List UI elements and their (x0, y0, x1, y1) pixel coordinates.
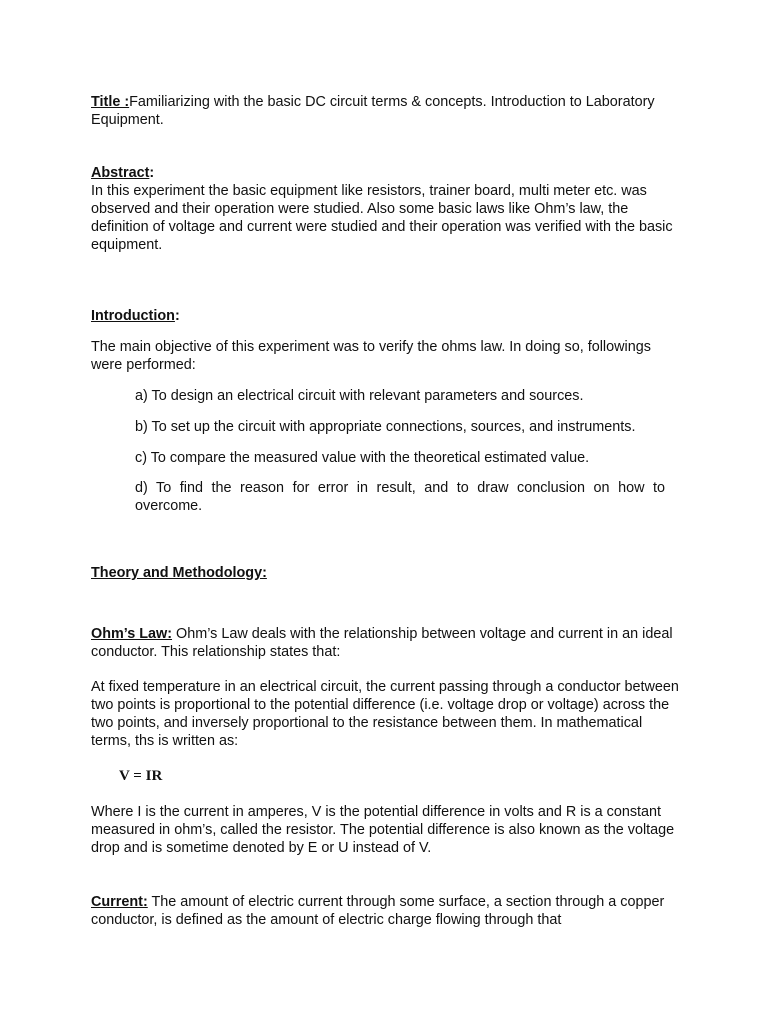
theory-heading-line (91, 564, 681, 582)
introduction-body: The main objective of this experiment was to verify the ohms law. In doing so, followings were performed: (91, 339, 651, 373)
list-item: a) To design an electrical circuit with relevant parameters and sources. (135, 388, 584, 404)
theory-heading: Theory and Methodology: (91, 565, 267, 581)
current-label: Current: (91, 894, 148, 910)
ohms-law-formula: V = IR (119, 768, 163, 784)
title-text: Familiarizing with the basic DC circuit terms & concepts. Introduction to Laboratory Equipment. (91, 94, 655, 128)
ohms-law-intro: Ohm’s Law deals with the relationship between voltage and current in an ideal conductor. This relationship states that: (91, 626, 673, 660)
ohms-law-explanation: Where I is the current in amperes, V is the potential difference in volts and R is a constant measured in ohm’s, called the resistor. The potential difference is also known as the voltage drop and is sometime denoted by E or U instead of V. (91, 804, 675, 856)
abstract-heading-colon: : (149, 165, 155, 181)
introduction-heading-colon: : (174, 308, 180, 324)
list-item: b) To set up the circuit with appropriate connections, sources, and instruments. (135, 419, 636, 435)
ohms-law-label: Ohm’s Law: (91, 626, 173, 642)
abstract-heading-line (91, 164, 681, 182)
introduction-heading-line (91, 307, 681, 325)
introduction-heading: Introduction (91, 308, 175, 324)
current-body: The amount of electric current through some surface, a section through a copper conductor, is defined as the amount of electric charge flowing through that (91, 894, 665, 928)
title-block (91, 93, 681, 129)
abstract-body: In this experiment the basic equipment like resistors, trainer board, multi meter etc. was observed and their operation were studied. Also some basic laws like Ohm’s law, the definition of voltage and current were studied and their operation was verified with the basic equipment. (91, 183, 673, 253)
list-item: c) To compare the measured value with the theoretical estimated value. (135, 450, 590, 466)
ohms-law-paragraph (91, 625, 681, 661)
abstract-heading: Abstract (91, 165, 150, 181)
title-label: Title : (91, 94, 130, 110)
ohms-law-statement: At fixed temperature in an electrical circuit, the current passing through a conductor between two points is proportional to the potential difference (i.e. voltage drop or voltage) across the two points, and inversely proportional to the resistance between them. In mathematical terms, ths is written as: (91, 679, 679, 749)
current-paragraph (91, 893, 681, 929)
list-item: d) To find the reason for error in result, and to draw conclusion on how to overcome. (135, 480, 665, 514)
